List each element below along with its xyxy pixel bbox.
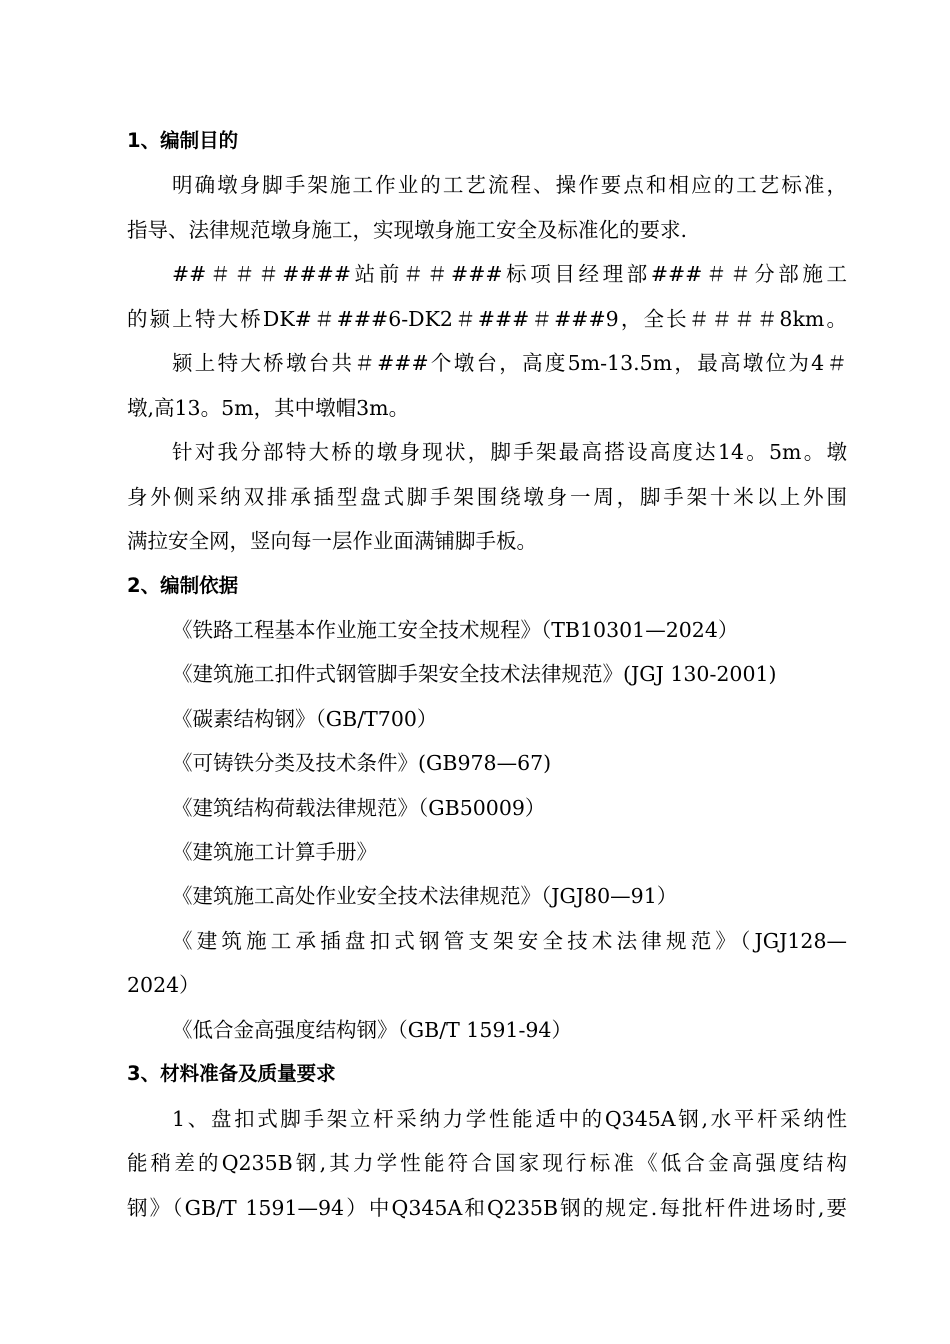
reference-item: 《建筑施工计算手册》 bbox=[172, 840, 377, 864]
paragraph-line: 颍上特大桥墩台共＃###个墩台，高度5m-13.5m，最高墩位为4＃ bbox=[172, 351, 847, 375]
reference-item: 《可铸铁分类及技术条件》(GB978—67) bbox=[172, 751, 552, 775]
section-heading-3: 3、材料准备及质量要求 bbox=[127, 1062, 336, 1085]
paragraph-line: ##＃＃＃####站前＃＃###标项目经理部###＃＃分部施工 bbox=[172, 262, 847, 286]
paragraph-line: 满拉安全网，竖向每一层作业面满铺脚手板。 bbox=[127, 529, 537, 553]
paragraph-line: 钢》（GB/T 1591—94）中Q345A和Q235B钢的规定.每批杆件进场时,要 bbox=[127, 1196, 847, 1220]
paragraph-line: 明确墩身脚手架施工作业的工艺流程、操作要点和相应的工艺标准， bbox=[172, 173, 847, 197]
reference-item: 《建筑结构荷载法律规范》（GB50009） bbox=[172, 796, 546, 820]
paragraph-line: 的颍上特大桥DK#＃###6-DK2＃###＃###9，全长＃＃＃＃8km。 bbox=[127, 307, 847, 331]
paragraph-line: 针对我分部特大桥的墩身现状，脚手架最高搭设高度达14。5m。墩 bbox=[172, 440, 847, 464]
reference-item: 《碳素结构钢》（GB/T700） bbox=[172, 707, 438, 731]
paragraph-line: 身外侧采纳双排承插型盘式脚手架围绕墩身一周，脚手架十米以上外围 bbox=[127, 485, 847, 509]
reference-item-continuation: 2024） bbox=[127, 973, 200, 997]
reference-item: 《建筑施工扣件式钢管脚手架安全技术法律规范》(JGJ 130-2001) bbox=[172, 662, 777, 686]
reference-item: 《低合金高强度结构钢》（GB/T 1591-94） bbox=[172, 1018, 572, 1042]
reference-item: 《建筑施工高处作业安全技术法律规范》（JGJ80—91） bbox=[172, 884, 678, 908]
paragraph-line: 能稍差的Q235B钢,其力学性能符合国家现行标准《低合金高强度结构 bbox=[127, 1151, 847, 1175]
paragraph-line: 指导、法律规范墩身施工，实现墩身施工安全及标准化的要求. bbox=[127, 218, 688, 242]
paragraph-line: 1、盘扣式脚手架立杆采纳力学性能适中的Q345A钢,水平杆采纳性 bbox=[172, 1107, 847, 1131]
reference-item: 《铁路工程基本作业施工安全技术规程》（TB10301—2024） bbox=[172, 618, 739, 642]
paragraph-line: 墩,高13。5m，其中墩帽3m。 bbox=[127, 396, 410, 420]
reference-item: 《建筑施工承插盘扣式钢管支架安全技术法律规范》（JGJ128— bbox=[172, 929, 847, 953]
section-heading-2: 2、编制依据 bbox=[127, 574, 239, 597]
section-heading-1: 1、编制目的 bbox=[127, 129, 239, 152]
